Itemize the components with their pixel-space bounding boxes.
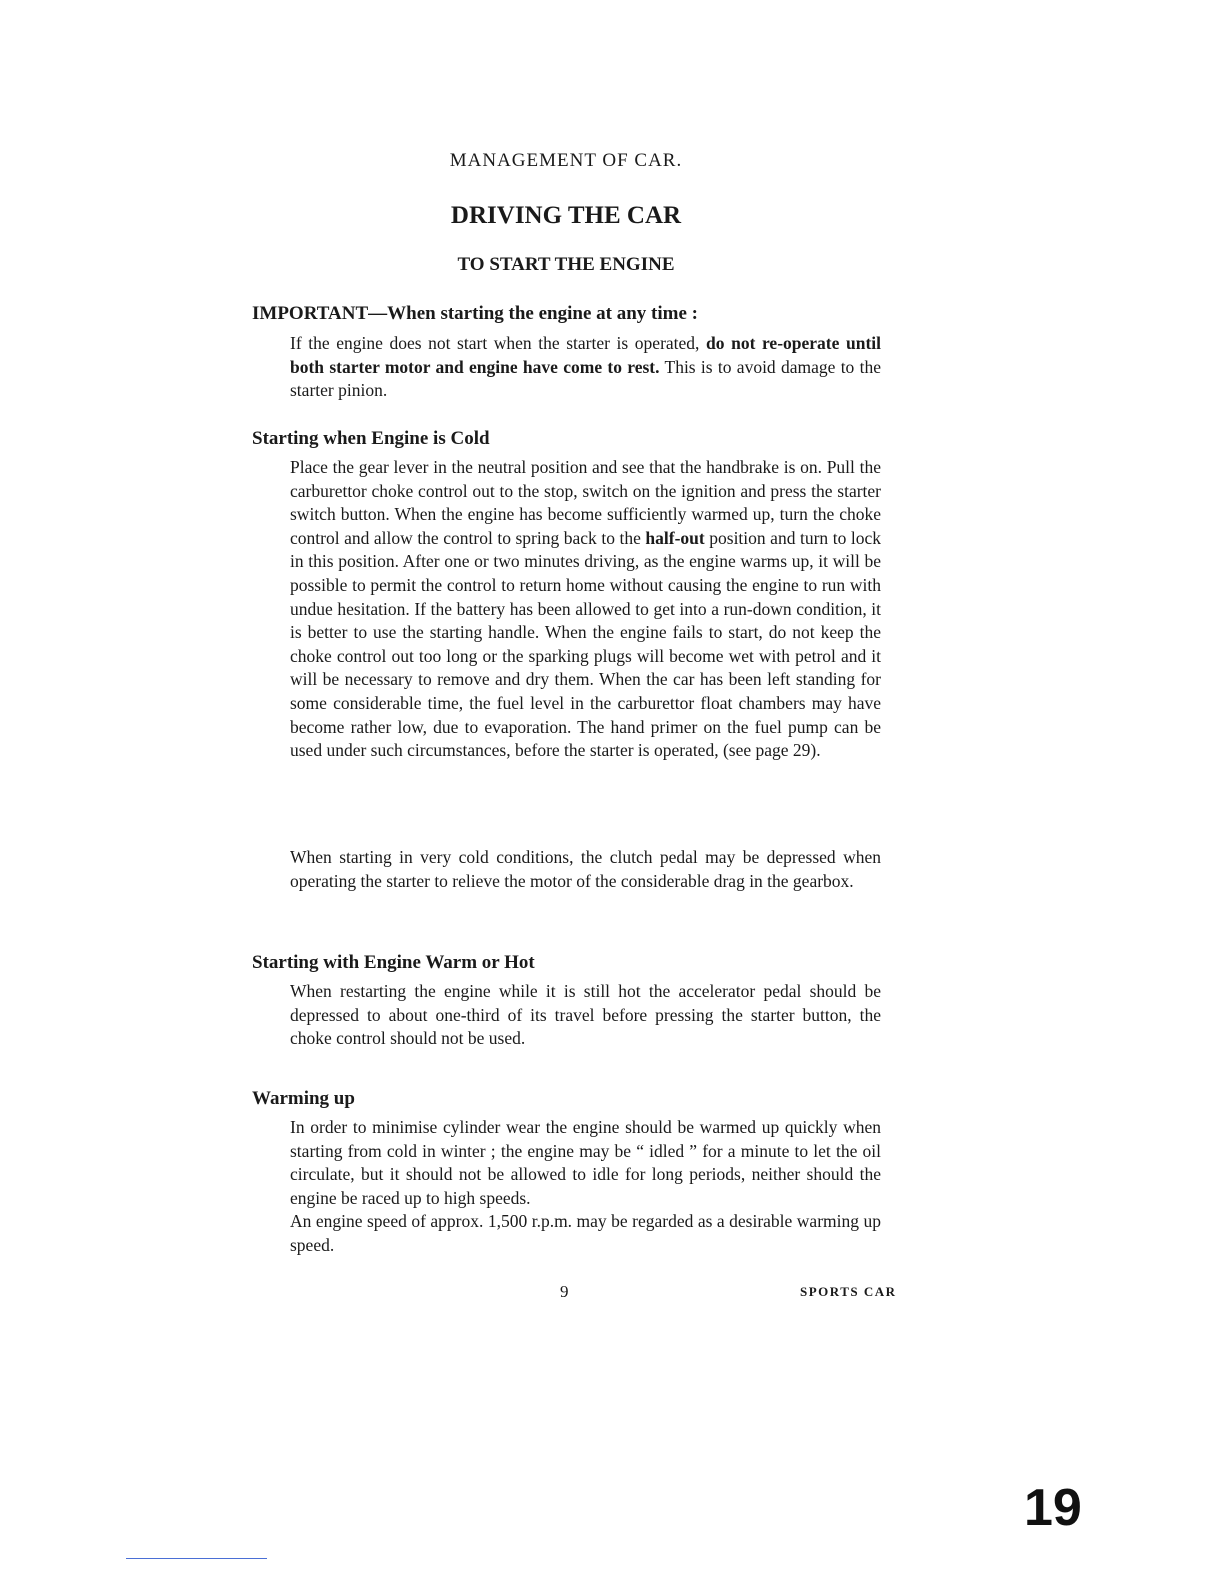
warming-up-paragraph-2: An engine speed of approx. 1,500 r.p.m. may be regarded as a desirable warming up speed. bbox=[290, 1211, 881, 1255]
important-text-2: This is to avoid damage to the starter pinion. bbox=[290, 356, 881, 401]
folio-number: 9 bbox=[560, 1282, 569, 1301]
important-text-1: If the engine does not start when the starter is operated, bbox=[290, 333, 707, 353]
page-title: DRIVING THE CAR bbox=[450, 202, 682, 229]
page-number: 19 bbox=[1024, 1479, 1082, 1537]
cold-text-1: Place the gear lever in the neutral position and see that the handbrake is on. Pull the carburettor choke control out to the stop, switch on the ignition and press the starter switch button. When the engine has become sufficiently warmed up, turn the choke control and allow the control to spring back to the bbox=[290, 457, 881, 548]
cold-start-heading: Starting when Engine is Cold bbox=[252, 428, 490, 449]
cold-text-2: position and turn to lock in this position. After one or two minutes driving, as the engine warms up, it will be possible to permit the control to return home without causing the engine to run with undue hesitation. If the battery has been allowed to get into a run-down condition, it is better to use the starting handle. When the engine fails to start, do not keep the choke control out too long or the sparking plugs will become wet with petrol and it will be necessary to remove and dry them. When the car has been left standing for some considerable time, the fuel level in the carburettor float chambers may have become rather low, due to evaporation. The hand primer on the fuel pump can be used under such circumstances, before the starter is operated, (see page 29). bbox=[290, 527, 881, 761]
footer-rule bbox=[126, 1558, 267, 1559]
section-subtitle: TO START THE ENGINE bbox=[457, 254, 675, 275]
warm-start-paragraph: When restarting the engine while it is still hot the accelerator pedal should be depressed to about one-third of its travel before pressing the starter button, the choke control should not be used. bbox=[290, 981, 881, 1049]
cold-start-paragraph-2: When starting in very cold conditions, the clutch pedal may be depressed when operating the starter to relieve the motor of the considerable drag in the gearbox. bbox=[290, 847, 881, 891]
warm-start-heading: Starting with Engine Warm or Hot bbox=[252, 952, 535, 973]
important-paragraph bbox=[290, 332, 881, 403]
sports-car-label: SPORTS CAR bbox=[800, 1284, 897, 1299]
half-out-bold-text: half-out bbox=[645, 527, 705, 548]
cold-start-paragraph-1 bbox=[290, 456, 881, 763]
warming-up-heading: Warming up bbox=[252, 1088, 355, 1109]
important-bold-text: do not re-operate until both starter motor and engine have come to rest. bbox=[290, 333, 881, 377]
important-heading: IMPORTANT—When starting the engine at any time : bbox=[252, 303, 698, 324]
warming-up-paragraph-1: In order to minimise cylinder wear the engine should be warmed up quickly when starting from cold in winter ; the engine may be “ idled ” for a minute to let the oil circulate, but it should not be allowed to idle for long periods, neither should the engine be raced up to high speeds. bbox=[290, 1117, 881, 1208]
running-head: MANAGEMENT OF CAR. bbox=[449, 150, 683, 171]
